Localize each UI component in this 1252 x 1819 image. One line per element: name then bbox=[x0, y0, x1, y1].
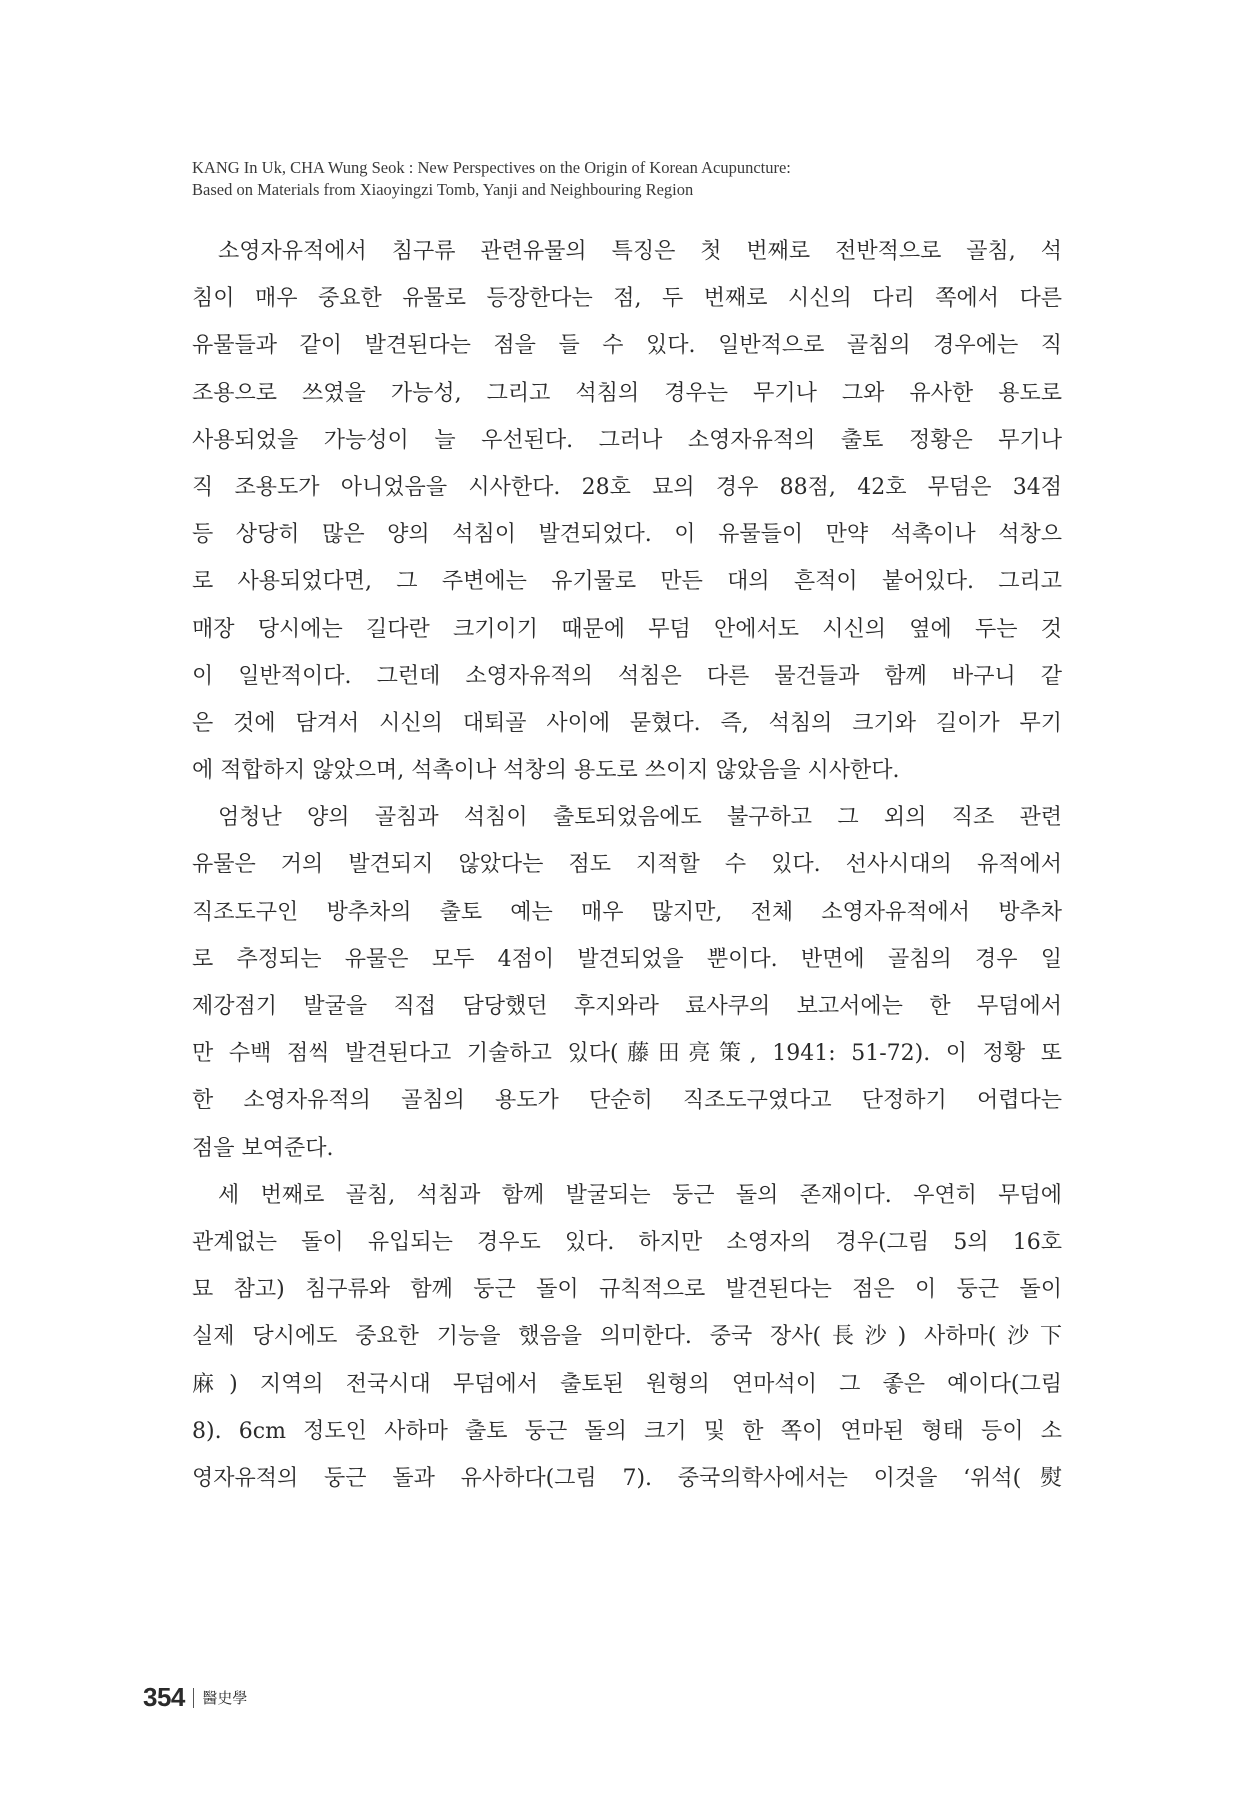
page-number: 354 bbox=[143, 1682, 185, 1712]
running-header-line-1: KANG In Uk, CHA Wung Seok : New Perspectives on the Origin of Korean Acupuncture: bbox=[192, 158, 791, 177]
text-line: 유물은 거의 발견되지 않았다는 점도 지적할 수 있다. 선사시대의 유적에서 bbox=[192, 852, 1062, 878]
running-header bbox=[192, 157, 1092, 201]
paragraph bbox=[192, 1172, 1062, 1502]
text-line: 소영자유적에서 침구류 관련유물의 특징은 첫 번째로 전반적으로 골침, 석 bbox=[218, 239, 1062, 264]
text-line: 실제 당시에도 중요한 기능을 했음을 의미한다. 중국 장사(長沙) 사하마(沙下 bbox=[192, 1324, 1062, 1350]
text-line: 제강점기 발굴을 직접 담당했던 후지와라 료사쿠의 보고서에는 한 무덤에서 bbox=[192, 994, 1062, 1019]
text-line: 묘 참고) 침구류와 함께 둥근 돌이 규칙적으로 발견된다는 점은 이 둥근 돌이 bbox=[192, 1277, 1062, 1303]
paragraph bbox=[192, 794, 1062, 1172]
text-line: 麻) 지역의 전국시대 무덤에서 출토된 원형의 연마석이 그 좋은 예이다(그림 bbox=[192, 1371, 1062, 1397]
text-line: 한 소영자유적의 골침의 용도가 단순히 직조도구였다고 단정하기 어렵다는 bbox=[192, 1088, 1062, 1114]
page-footer bbox=[143, 1682, 247, 1713]
text-line: 은 것에 담겨서 시신의 대퇴골 사이에 묻혔다. 즉, 석침의 크기와 길이가 무기 bbox=[192, 710, 1062, 736]
text-line: 유물들과 같이 발견된다는 점을 들 수 있다. 일반적으로 골침의 경우에는 직 bbox=[192, 333, 1062, 359]
text-line: 침이 매우 중요한 유물로 등장한다는 점, 두 번째로 시신의 다리 쪽에서 다른 bbox=[192, 286, 1062, 312]
journal-name: 醫史學 bbox=[202, 1689, 248, 1707]
body-text bbox=[192, 228, 1062, 1502]
text-line: 조용으로 쓰였을 가능성, 그리고 석침의 경우는 무기나 그와 유사한 용도로 bbox=[192, 380, 1062, 406]
text-line: 에 적합하지 않았으며, 석촉이나 석창의 용도로 쓰이지 않았음을 시사한다. bbox=[192, 758, 900, 784]
text-line: 이 일반적이다. 그런데 소영자유적의 석침은 다른 물건들과 함께 바구니 같 bbox=[192, 663, 1062, 689]
text-line: 등 상당히 많은 양의 석침이 발견되었다. 이 유물들이 만약 석촉이나 석창으 bbox=[192, 522, 1062, 548]
text-line: 로 추정되는 유물은 모두 4점이 발견되었을 뿐이다. 반면에 골침의 경우 일 bbox=[192, 946, 1062, 972]
text-line: 직 조용도가 아니었음을 시사한다. 28호 묘의 경우 88점, 42호 무덤은 34점 bbox=[192, 474, 1062, 500]
text-line: 8). 6cm 정도인 사하마 출토 둥근 돌의 크기 및 한 쪽이 연마된 형태 등이 소 bbox=[192, 1418, 1062, 1444]
text-line: 매장 당시에는 길다란 크기이기 때문에 무덤 안에서도 시신의 옆에 두는 것 bbox=[192, 616, 1062, 642]
text-line: 점을 보여준다. bbox=[192, 1135, 334, 1161]
text-line: 직조도구인 방추차의 출토 예는 매우 많지만, 전체 소영자유적에서 방추차 bbox=[192, 899, 1062, 925]
text-line: 로 사용되었다면, 그 주변에는 유기물로 만든 대의 흔적이 붙어있다. 그리고 bbox=[192, 569, 1062, 595]
footer-separator bbox=[193, 1688, 195, 1708]
text-line: 관계없는 돌이 유입되는 경우도 있다. 하지만 소영자의 경우(그림 5의 16호 bbox=[192, 1229, 1062, 1255]
text-line: 영자유적의 둥근 돌과 유사하다(그림 7). 중국의학사에서는 이것을 ‘위석(熨 bbox=[192, 1465, 1062, 1491]
text-line: 만 수백 점씩 발견된다고 기술하고 있다(藤田亮策, 1941: 51-72). 이 정황 또 bbox=[192, 1041, 1062, 1067]
running-header-line-2: Based on Materials from Xiaoyingzi Tomb, Yanji and Neighbouring Region bbox=[192, 180, 694, 199]
text-line: 엄청난 양의 골침과 석침이 출토되었음에도 불구하고 그 외의 직조 관련 bbox=[218, 805, 1062, 831]
text-line: 사용되었을 가능성이 늘 우선된다. 그러나 소영자유적의 출토 정황은 무기나 bbox=[192, 427, 1062, 453]
paragraph bbox=[192, 228, 1062, 794]
text-line: 세 번째로 골침, 석침과 함께 발굴되는 둥근 돌의 존재이다. 우연히 무덤에 bbox=[218, 1182, 1062, 1208]
